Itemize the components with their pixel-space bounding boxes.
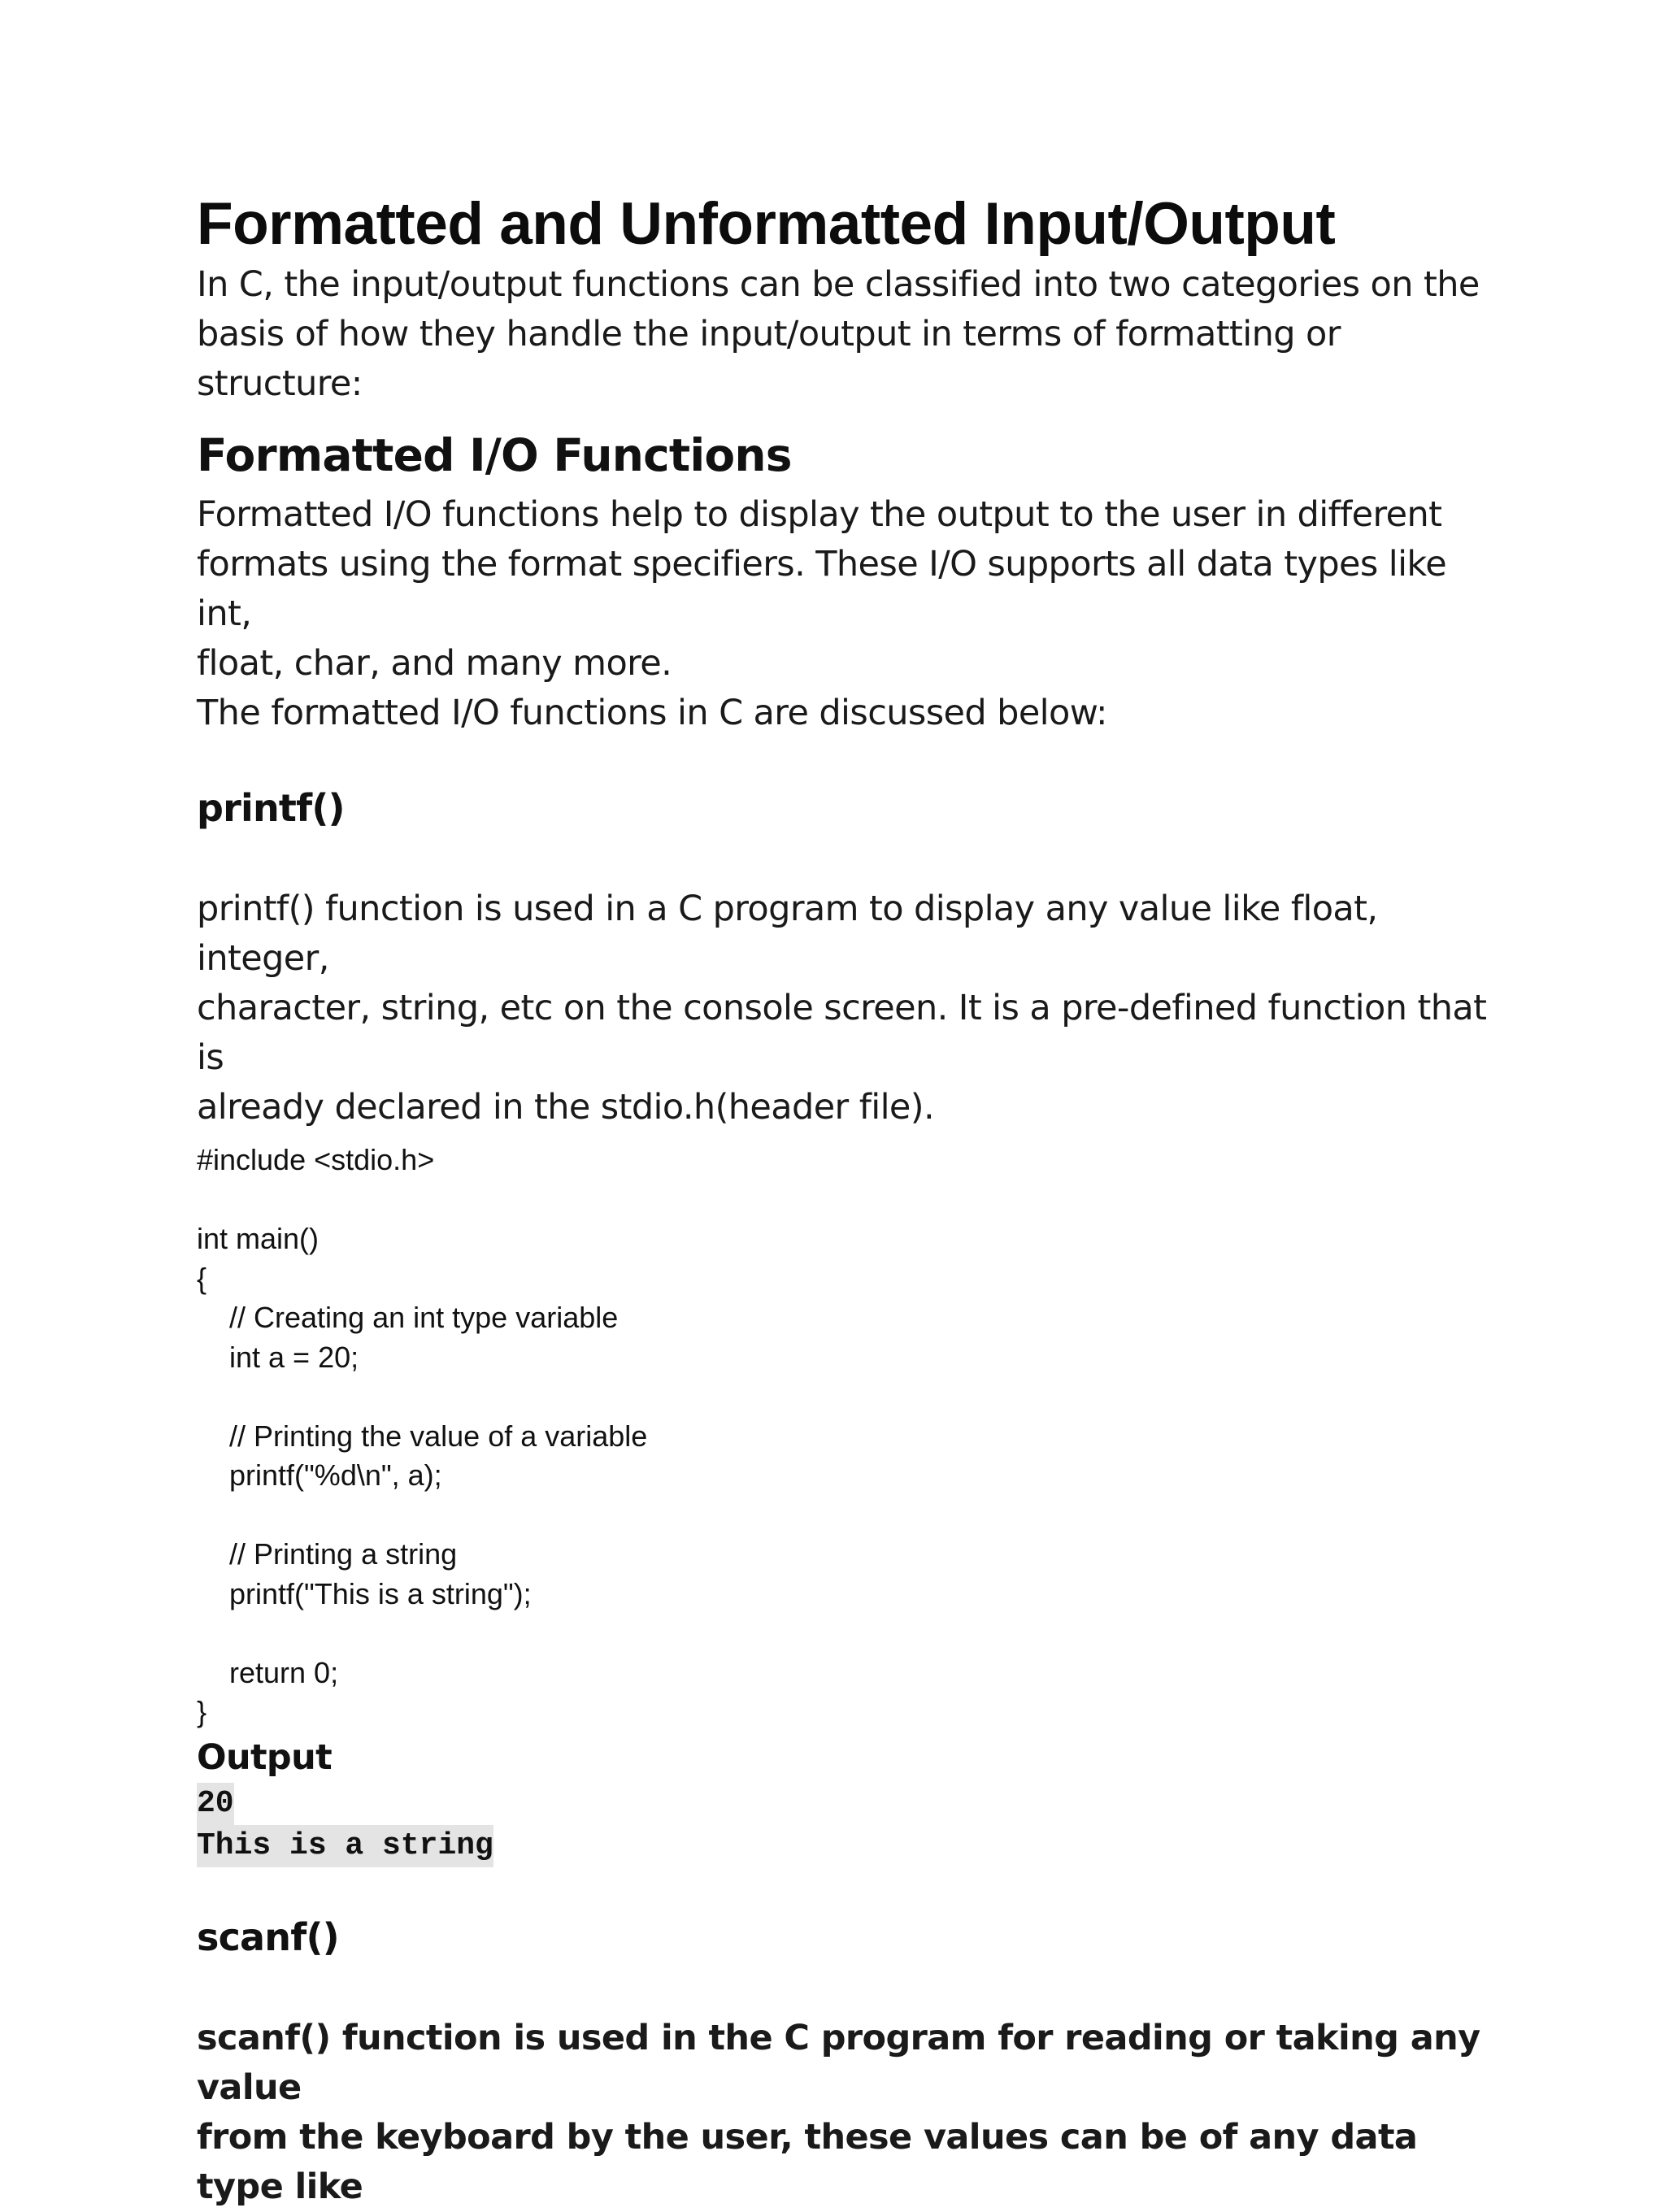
section-gap xyxy=(197,1963,1498,2014)
scanf-line: scanf() function is used in the C program for reading or taking any value xyxy=(197,2017,1480,2108)
output-line xyxy=(197,1783,1498,1825)
formatted-io-line: float, char, and many more. xyxy=(197,643,672,684)
section-gap xyxy=(197,1132,1498,1141)
intro-paragraph xyxy=(197,260,1498,409)
output-label: Output xyxy=(197,1736,333,1778)
output-block xyxy=(197,1783,1498,1867)
printf-line: printf() function is used in a C program to display any value like float, integer, xyxy=(197,889,1378,979)
scanf-heading: scanf() xyxy=(197,1914,339,1959)
formatted-io-line: formats using the format specifiers. These I/O supports all data types like int, xyxy=(197,544,1447,634)
output-text: This is a string xyxy=(197,1825,493,1867)
formatted-io-line: Formatted I/O functions help to display the output to the user in different xyxy=(197,494,1442,535)
section-gap xyxy=(197,738,1498,782)
printf-heading: printf() xyxy=(197,786,345,830)
formatted-io-heading: Formatted I/O Functions xyxy=(197,429,792,481)
formatted-io-line: The formatted I/O functions in C are discussed below: xyxy=(197,693,1107,733)
intro-line: basis of how they handle the input/output in terms of formatting or structure: xyxy=(197,314,1341,404)
intro-line: In C, the input/output functions can be classified into two categories on the xyxy=(197,264,1480,305)
scanf-description xyxy=(197,2014,1498,2212)
output-line xyxy=(197,1825,1498,1867)
printf-line: already declared in the stdio.h(header file). xyxy=(197,1087,935,1128)
document-content xyxy=(197,189,1498,2212)
output-text: 20 xyxy=(197,1783,234,1825)
printf-line: character, string, etc on the console screen. It is a pre-defined function that is xyxy=(197,988,1487,1078)
formatted-io-description xyxy=(197,490,1498,738)
printf-description xyxy=(197,884,1498,1132)
section-gap xyxy=(197,834,1498,884)
page-title: Formatted and Unformatted Input/Output xyxy=(197,191,1336,257)
printf-code-example: #include <stdio.h> int main() { // Creating an int type variable int a = 20; // Printing the value of a variable printf("%d\n", a); // Printing a string printf("This is a string"); return 0; } xyxy=(197,1143,648,1728)
section-gap xyxy=(197,1867,1498,1911)
scanf-line: from the keyboard by the user, these values can be of any data type like xyxy=(197,2116,1418,2207)
